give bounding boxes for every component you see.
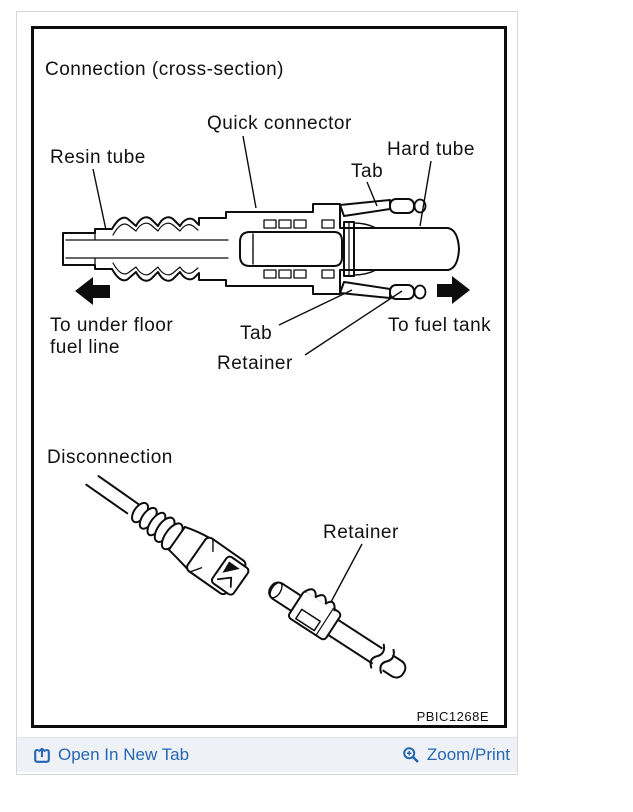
open-in-new-tab-link[interactable] <box>33 745 189 765</box>
label-to-under-floor: To under floor <box>50 315 174 336</box>
image-panel <box>16 11 518 775</box>
right-arrow-icon <box>437 276 470 304</box>
label-retainer-disconnection: Retainer <box>323 522 399 543</box>
figure-code: PBIC1268E <box>416 709 489 724</box>
label-tab-top: Tab <box>351 161 384 182</box>
open-in-new-tab-icon <box>33 746 51 764</box>
fuel-line-diagram <box>34 29 504 725</box>
disconnection-title: Disconnection <box>47 447 173 468</box>
label-resin-tube: Resin tube <box>50 147 146 168</box>
left-arrow-icon <box>75 277 110 305</box>
image-toolbar <box>17 737 517 772</box>
diagram-frame <box>31 26 507 728</box>
label-tab-bottom: Tab <box>240 323 273 344</box>
disconnection-drawing <box>79 462 415 687</box>
open-in-new-tab-label: Open In New Tab <box>58 745 190 764</box>
zoom-print-label: Zoom/Print <box>426 745 510 764</box>
connection-title: Connection (cross-section) <box>45 59 284 80</box>
zoom-print-link[interactable] <box>402 745 510 765</box>
label-to-fuel-tank: To fuel tank <box>388 315 492 336</box>
connection-drawing <box>63 199 459 299</box>
label-quick-connector: Quick connector <box>207 113 352 134</box>
label-fuel-line: fuel line <box>50 337 120 358</box>
label-retainer-connection: Retainer <box>217 353 293 374</box>
zoom-magnifier-icon <box>402 746 420 764</box>
label-hard-tube: Hard tube <box>387 139 475 160</box>
